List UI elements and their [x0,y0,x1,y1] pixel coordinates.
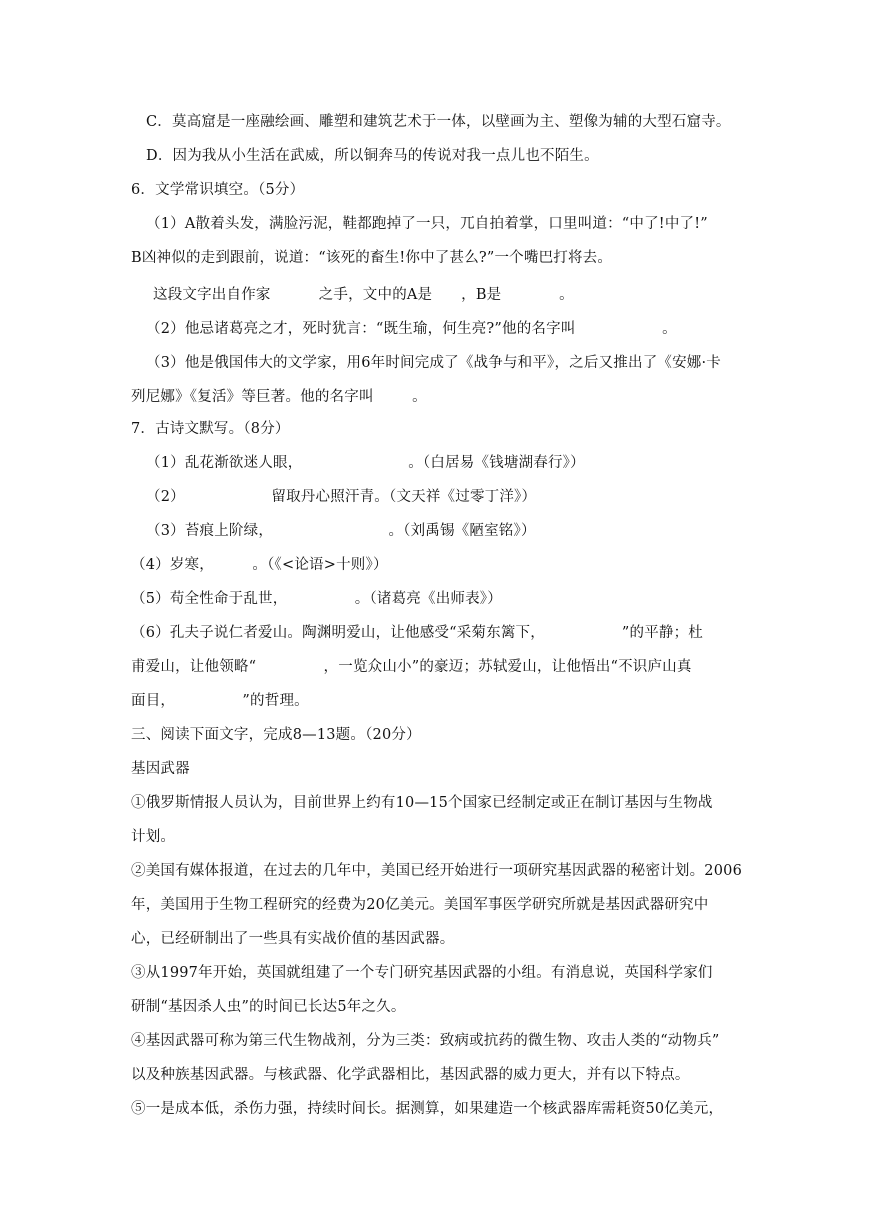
paragraph-3-line2: 研制“基因杀人虫”的时间已长达5年之久。 [131,999,406,1015]
paragraph-1-line1: ①俄罗斯情报人员认为，目前世界上约有10—15个国家已经制定或正在制订基因与生物战 [131,795,713,811]
q7-part3: （3）苔痕上阶绿， 。（刘禹锡《陋室铭》） [146,523,536,539]
paragraph-4-line2: 以及种族基因武器。与核武器、化学武器相比，基因武器的威力更大，并有以下特点。 [131,1067,690,1083]
option-d: D．因为我从小生活在武威，所以铜奔马的传说对我一点儿也不陌生。 [146,148,599,164]
paragraph-5-line1: ⑤一是成本低，杀伤力强，持续时间长。据测算，如果建造一个核武器库需耗资50亿美元， [131,1101,724,1117]
paragraph-1-line2: 计划。 [131,829,176,845]
q6-part1-line3: 这段文字出自作家 之手，文中的A是 ，B是 。 [153,287,574,303]
paragraph-4-line1: ④基因武器可称为第三代生物战剂，分为三类：致病或抗药的微生物、攻击人类的“动物兵” [131,1033,720,1049]
option-c: C．莫高窟是一座融绘画、雕塑和建筑艺术于一体，以壁画为主、塑像为辅的大型石窟寺。 [146,114,731,130]
q7-part1: （1）乱花渐欲迷人眼， 。（白居易《钱塘湖春行》） [146,455,585,471]
q6-part3-line2: 列尼娜》《复活》等巨著。他的名字叫 。 [131,389,427,405]
paragraph-2-line2: 年，美国用于生物工程研究的经费为20亿美元。美国军事医学研究所就是基因武器研究中 [131,897,709,913]
q7-part5: （5）苟全性命于乱世， 。（诸葛亮《出师表》） [131,591,502,607]
question-7-heading: 7．古诗文默写。（8分） [131,421,290,437]
q7-part2: （2） 留取丹心照汗青。（文天祥《过零丁洋》） [146,489,537,505]
q6-part1-line2: B凶神似的走到跟前，说道：“该死的畜生!你中了甚么?”一个嘴巴打将去。 [131,250,613,266]
q7-part6-line1: （6）孔夫子说仁者爱山。陶渊明爱山，让他感受“采菊东篱下， ”的平静；杜 [131,625,703,641]
q6-part1-line1: （1）A散着头发，满脸污泥，鞋都跑掉了一只，兀自拍着掌，口里叫道：“中了!中了!” [146,216,708,232]
q7-part6-line2: 甫爱山，让他领略“ ，一览众山小”的豪迈；苏轼爱山，让他悟出“不识庐山真 [131,659,692,675]
paragraph-2-line3: 心，已经研制出了一些具有实战价值的基因武器。 [131,931,455,947]
section-3-heading: 三、阅读下面文字，完成8—13题。（20分） [131,727,421,743]
q6-part2: （2）他忌诸葛亮之才，死时犹言：“既生瑜，何生亮?”他的名字叫 。 [146,321,677,337]
paragraph-3-line1: ③从1997年开始，英国就组建了一个专门研究基因武器的小组。有消息说，英国科学家们 [131,965,713,981]
q6-part3-line1: （3）他是俄国伟大的文学家，用6年时间完成了《战争与和平》，之后又推出了《安娜·卡 [146,355,722,371]
paragraph-2-line1: ②美国有媒体报道，在过去的几年中，美国已经开始进行一项研究基因武器的秘密计划。2006 [131,863,742,879]
question-6-heading: 6．文学常识填空。（5分） [131,182,305,198]
article-title: 基因武器 [131,761,190,777]
q7-part6-line3: 面目， ”的哲理。 [131,693,309,709]
q7-part4: （4）岁寒， 。（《<论语>十则》） [131,557,388,573]
